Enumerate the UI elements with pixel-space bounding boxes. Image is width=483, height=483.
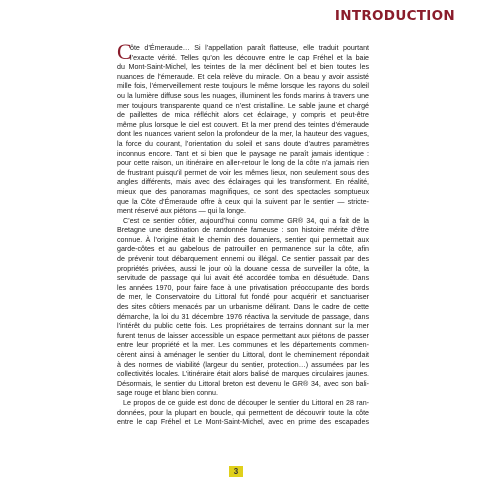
text-line: données, pour la plupart en boucle, qui permettent de découvrir toute la côte [117, 408, 369, 417]
text-line: ment réservé aux piétons — qui la longe. [117, 207, 246, 216]
text-line: ou la lumière diffuse sous les nuages, illuminent les fonds marins à travers une [117, 91, 369, 100]
text-line: angles différents, mais avec des éclairages qui les transforment. En réalité, [117, 178, 369, 187]
page-number-badge: 3 [229, 466, 243, 477]
text-line: mer toujours transparente quand ce n’est cristalline. Le sable jaune et chargé [117, 101, 369, 110]
text-line: des sites côtiers menacés par un urbanisme délirant. Dans le cadre de cette [117, 303, 369, 312]
text-line: C’est ce sentier côtier, aujourd’hui connu comme GR® 34, qui a fait de la [123, 216, 369, 225]
text-line: l’exacte vérité. Telles qu’on les découvre entre le cap Fréhel et la baie [130, 53, 369, 62]
text-line: de mer, le Conservatoire du Littoral fut fondé pour acquérir et sanctuariser [117, 293, 369, 302]
text-line: propriétés privées, aussi le jour où la douane cessa de surveiller la côte, la [117, 264, 369, 273]
text-line: entre le cap Fréhel et Le Mont-Saint-Michel, avec en prime des escapades [117, 418, 369, 427]
chapter-heading: INTRODUCTION [334, 8, 455, 24]
text-line: du Mont-Saint-Michel, les teintes de la mer déclinent bel et bien toutes les [117, 63, 369, 72]
text-line: cèrent ainsi à aménager le sentier du Littoral, dont le cheminement répondait [117, 351, 369, 359]
text-line: pour cette raison, un itinéraire en aller-retour le long de la côte n’a jamais rien [117, 159, 369, 168]
text-line: démarche, la loi du 31 décembre 1976 réactiva la servitude de passage, dans [117, 312, 369, 321]
text-line: servitude de passage qui lui avait été accordée tomba en désuétude. Dans [117, 274, 369, 283]
text-line: Désormais, le sentier du Littoral breton est devenu le GR® 34, avec son bali- [117, 379, 369, 388]
text-line-content: ôte d’Émeraude… Si l’appellation paraît flatteuse, elle traduit pourtant [130, 44, 369, 52]
body-text [117, 39, 369, 428]
text-line: entre leur propriété et la mer. Les communes et les départements commen- [117, 341, 369, 350]
text-line: que la Côte d’Émeraude offre à ceux qui la suivent par le sentier — stricte- [117, 197, 369, 206]
text-line: de frustrant puisqu’il permet de voir les mêmes lieux, non seulement sous des [117, 168, 369, 177]
text-line: garde-côtes et au gabelous de patrouiller en permanence sur la côte, afin [117, 245, 369, 254]
text-line: mieux que des panoramas magnifiques, ce sont des spectacles somptueux [117, 187, 369, 196]
text-line: l’intérêt du public cette fois. Les propriétaires de terrains donnant sur la mer [117, 322, 369, 331]
text-line: mille fois, l’émerveillement reste toujours le même lorsque les rayons du soleil [117, 82, 369, 91]
text-line: la force du courant, l’orientation du soleil et sans doute d’autres paramètres [117, 139, 369, 148]
text-line: sage rouge et blanc bien connu. [117, 389, 218, 398]
text-line: même plus lorsque le ciel est couvert. Et la mer prend des teintes d’émeraude [117, 120, 369, 129]
text-line: dont les nuances varient selon la profondeur de la mer, la hauteur des vagues, [117, 130, 369, 139]
text-line: de prévenir tout débarquement ennemi ou illégal. Ce sentier passait par des [117, 255, 369, 264]
text-line: inconnus encore. Tant et si bien que le paysage ne paraît jamais identique : [117, 149, 369, 158]
text-line: nuances de l’émeraude. Et cela relève du miracle. On a beau y avoir assisté [117, 72, 369, 81]
text-line: de paillettes de mica réfléchit alors cet éclairage, y compris et peut-être [117, 111, 369, 120]
text-line: à des normes de viabilité (largeur du sentier, protection…) assumées par les [117, 360, 369, 369]
drop-cap: C [117, 39, 132, 64]
text-line: les années 1970, pour faire face à une privatisation préoccupante des bords [117, 283, 369, 292]
text-line: collectivités locales. L’itinéraire était alors balisé de marques circulaires jaunes. [117, 370, 369, 379]
text-line: Le propos de ce guide est donc de découper le sentier du Littoral en 28 ran- [123, 398, 369, 407]
text-line: furent tenus de laisser accessible un espace permettant aux piétons de passer [117, 331, 369, 340]
text-line: connue. À l’origine était le chemin des douaniers, sentier qui permettait aux [117, 235, 369, 244]
text-line: Bretagne une destination de randonnée fameuse : son histoire mérite d’être [117, 226, 369, 235]
